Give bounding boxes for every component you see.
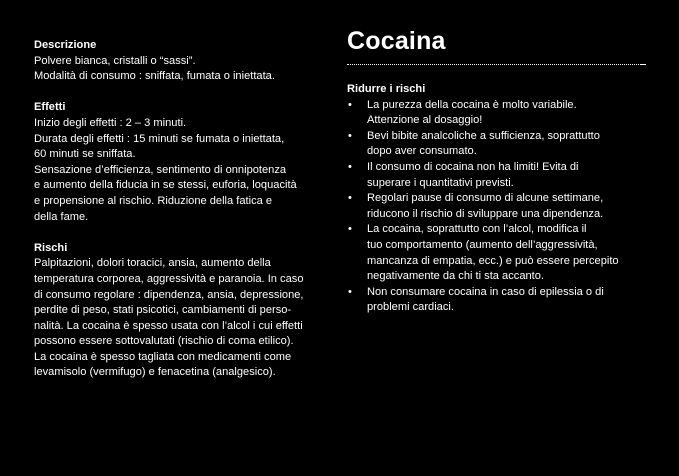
list-item-line: tuo comportamento (aumento dell’aggressività, — [367, 238, 598, 251]
list-item-line: mancanza di empatia, ecc.) e può essere percepito — [367, 254, 619, 267]
effetti-line: Durata degli effetti : 15 minuti se fumata o iniettata, — [34, 132, 285, 145]
list-item-line: Attenzione al dosaggio! — [367, 114, 483, 127]
rischi-line: di consumo regolare : dipendenza, ansia, depressione, — [34, 288, 304, 301]
bullet-icon: • — [348, 285, 352, 298]
dotted-divider — [347, 64, 643, 65]
list-item — [347, 160, 647, 191]
left-column — [34, 38, 334, 397]
descrizione-heading: Descrizione — [34, 39, 97, 51]
list-item-line: riducono il rischio di sviluppare una dipendenza. — [367, 207, 604, 220]
effetti-line: e aumento della fiducia in se stessi, euforia, loquacità — [34, 179, 297, 192]
ridurre-rischi-heading: Ridurre i rischi — [347, 83, 426, 95]
list-item-line: negativamente da chi ti sta accanto. — [367, 270, 544, 283]
rischi-line: La cocaina è spesso tagliata con medicamenti come — [34, 350, 292, 363]
list-item — [347, 285, 647, 316]
rischi-line: perdite di peso, stati psicotici, cambiamenti di perso- — [34, 304, 292, 317]
effetti-line: 60 minuti se sniffata. — [34, 148, 136, 161]
effetti-line: della fame. — [34, 210, 89, 223]
effetti-heading: Effetti — [34, 101, 66, 114]
section-effetti — [34, 100, 334, 225]
bullet-icon: • — [348, 192, 352, 205]
rischi-line: temperatura corporea, aggressività e paranoia. In caso — [34, 272, 304, 285]
descrizione-line: Polvere bianca, cristalli o “sassi”. — [34, 54, 196, 67]
effetti-line: e propensione al rischio. Riduzione della fatica e — [34, 194, 273, 207]
rischi-line: nalità. La cocaina è spesso usata con l’alcol i cui effetti — [34, 319, 303, 332]
risk-reduction-list — [347, 98, 647, 316]
list-item-line: La purezza della cocaina è molto variabile. — [367, 98, 577, 111]
descrizione-line: Modalità di consumo : sniffata, fumata o iniettata. — [34, 70, 275, 83]
list-item-line: problemi cardiaci. — [367, 301, 454, 314]
list-item-line: Il consumo di cocaina non ha limiti! Evita di — [367, 160, 579, 173]
rischi-line: possono essere sottovalutati (rischio di coma etilico). — [34, 335, 294, 348]
effetti-line: Sensazione d’efficienza, sentimento di onnipotenza — [34, 163, 287, 176]
list-item-line: Bevi bibite analcoliche a sufficienza, soprattutto — [367, 129, 600, 142]
section-descrizione — [34, 38, 334, 85]
page-title: Cocaina — [347, 27, 446, 55]
list-item — [347, 191, 647, 222]
section-rischi — [34, 241, 334, 381]
effetti-line: Inizio degli effetti : 2 – 3 minuti. — [34, 116, 187, 129]
list-item-line: dopo aver consumato. — [367, 145, 477, 158]
list-item-line: superare i quantitativi previsti. — [367, 176, 514, 189]
list-item-line: La cocaina, soprattutto con l’alcol, modifica il — [367, 223, 587, 236]
rischi-line: levamisolo (vermifugo) e fenacetina (analgesico). — [34, 366, 276, 379]
bullet-icon: • — [348, 223, 352, 236]
list-item — [347, 129, 647, 160]
bullet-icon: • — [348, 129, 352, 142]
rischi-line: Palpitazioni, dolori toracici, ansia, aumento della — [34, 257, 271, 270]
list-item-line: Regolari pause di consumo di alcune settimane, — [367, 192, 604, 205]
list-item — [347, 222, 647, 284]
bullet-icon: • — [348, 160, 352, 173]
rischi-heading: Rischi — [34, 241, 68, 254]
right-column — [347, 27, 647, 316]
list-item-line: Non consumare cocaina in caso di epilessia o di — [367, 285, 604, 298]
bullet-icon: • — [348, 98, 352, 111]
list-item — [347, 98, 647, 129]
